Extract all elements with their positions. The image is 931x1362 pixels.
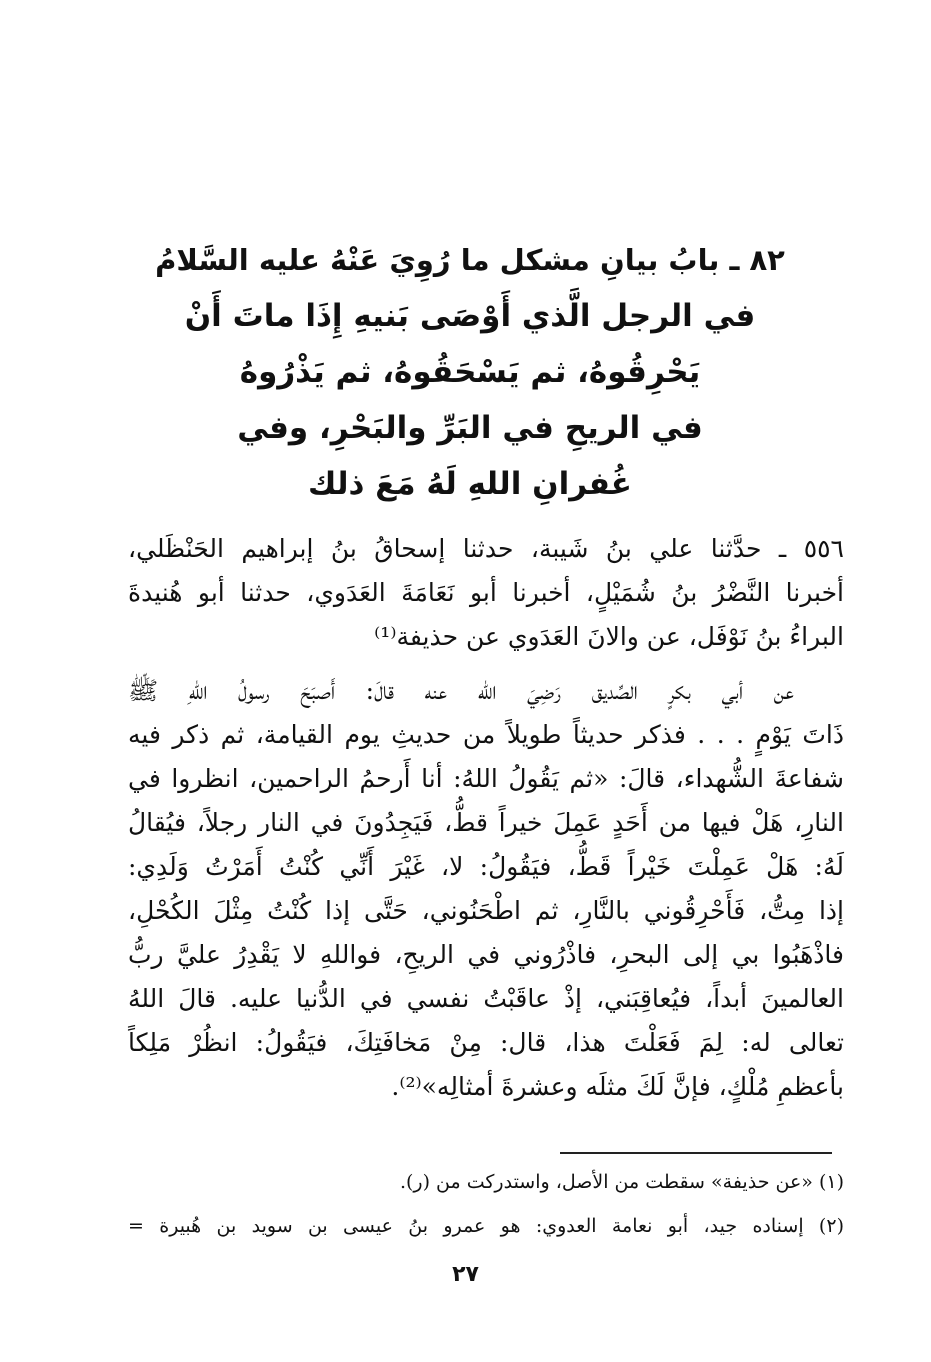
hadith-paragraph bbox=[128, 669, 844, 1109]
text-line: عن أبي بكرٍ الصِّديق رَضِيَ الله عنه قالَ: أَصبَحَ رسولُ اللهِ ﷺ bbox=[128, 676, 794, 705]
isnad-paragraph bbox=[128, 527, 844, 659]
text-line: شفاعةَ الشُّهداء، قالَ: «ثم يَقُولُ اللهُ: أنا أَرحمُ الراحمين، انظروا في bbox=[128, 764, 844, 793]
text-line: ذَاتَ يَوْمٍ . . . فذكر حديثاً طويلاً من حديثِ يوم القيامة، ثم ذكر فيه bbox=[128, 720, 844, 749]
chapter-title-line: غُفرانِ اللهِ لَهُ مَعَ ذلك bbox=[308, 466, 632, 502]
chapter-title-line: في الريحِ في البَرِّ والبَحْرِ، وفي bbox=[237, 410, 703, 446]
footnote: (٢) إسناده جيد، أبو نعامة العدوي: هو عمرو بنُ عيسى بن سويد بن هُبيرة = bbox=[128, 1215, 844, 1237]
text-line: النارِ، هَلْ فيها من أَحَدٍ عَمِلَ خيراً قطُّ، فَيَجِدُونَ في النار رجلاً، فيُقالُ bbox=[128, 808, 844, 837]
page-number: ٢٧ bbox=[452, 1262, 479, 1287]
text-line: لَهُ: هَلْ عَمِلْتَ خَيْراً قَطُّ، فيَقُولُ: لا، غَيْرَ أَنِّي كُنْتُ أَمَرْتُ وَلَدِي: bbox=[128, 852, 844, 881]
chapter-title-line: في الرجل الَّذي أَوْصَى بَنيهِ إِذَا ماتَ أَنْ bbox=[184, 298, 756, 334]
footnote-divider bbox=[560, 1152, 832, 1154]
text-line: تعالى له: لِمَ فَعَلْتَ هذا، قال: مِنْ مَخافَتِكَ، فيَقُولُ: انظُرْ مَلِكاً bbox=[128, 1028, 844, 1057]
text-line: إذا مِتُّ، فَأَحْرِقُوني بالنَّارِ، ثم اطْحَنُوني، حَتَّى إذا كُنْتُ مِثْلَ الكُحْلِ، bbox=[128, 896, 844, 925]
text-line: أخبرنا النَّضْرُ بنُ شُمَيْلٍ، أخبرنا أبو نَعَامَةَ العَدَوي، حدثنا أبو هُنيدةَ bbox=[128, 578, 844, 607]
footnotes bbox=[128, 1160, 844, 1248]
footnote: (١) «عن حذيفة» سقطت من الأصل، واستدركت من (ر). bbox=[399, 1171, 844, 1193]
chapter-title-line: يَحْرِقُوهُ، ثم يَسْحَقُوهُ، ثم يَذْرُوهُ bbox=[239, 354, 701, 390]
chapter-title bbox=[150, 232, 790, 512]
text-line: البراءُ بنُ نَوْفَل، عن والانَ العَدَوي عن حذيفة⁽¹⁾ bbox=[374, 622, 844, 651]
chapter-title-line: ٨٢ ـ بابُ بيانِ مشكل ما رُوِيَ عَنْهُ عليه السَّلامُ bbox=[155, 243, 785, 277]
text-line: فاذْهَبُوا بي إلى البحرِ، فاذْرُوني في الريحِ، فواللهِ لا يَقْدِرُ عليَّ ربُّ bbox=[128, 940, 844, 969]
body-text bbox=[128, 527, 844, 1109]
text-line: العالمينَ أبداً، فيُعاقِبَني، إذْ عاقَبْتُ نفسي في الدُّنيا عليه. قالَ اللهُ bbox=[128, 984, 844, 1013]
text-line: ٥٥٦ ـ حدَّثنا علي بنُ شَيبة، حدثنا إسحاقُ بنُ إبراهيم الحَنْظَلي، bbox=[128, 534, 844, 563]
text-line: بأعظمِ مُلْكٍ، فإنَّ لَكَ مثلَه وعشرةَ أمثالِه»⁽²⁾. bbox=[391, 1072, 844, 1101]
